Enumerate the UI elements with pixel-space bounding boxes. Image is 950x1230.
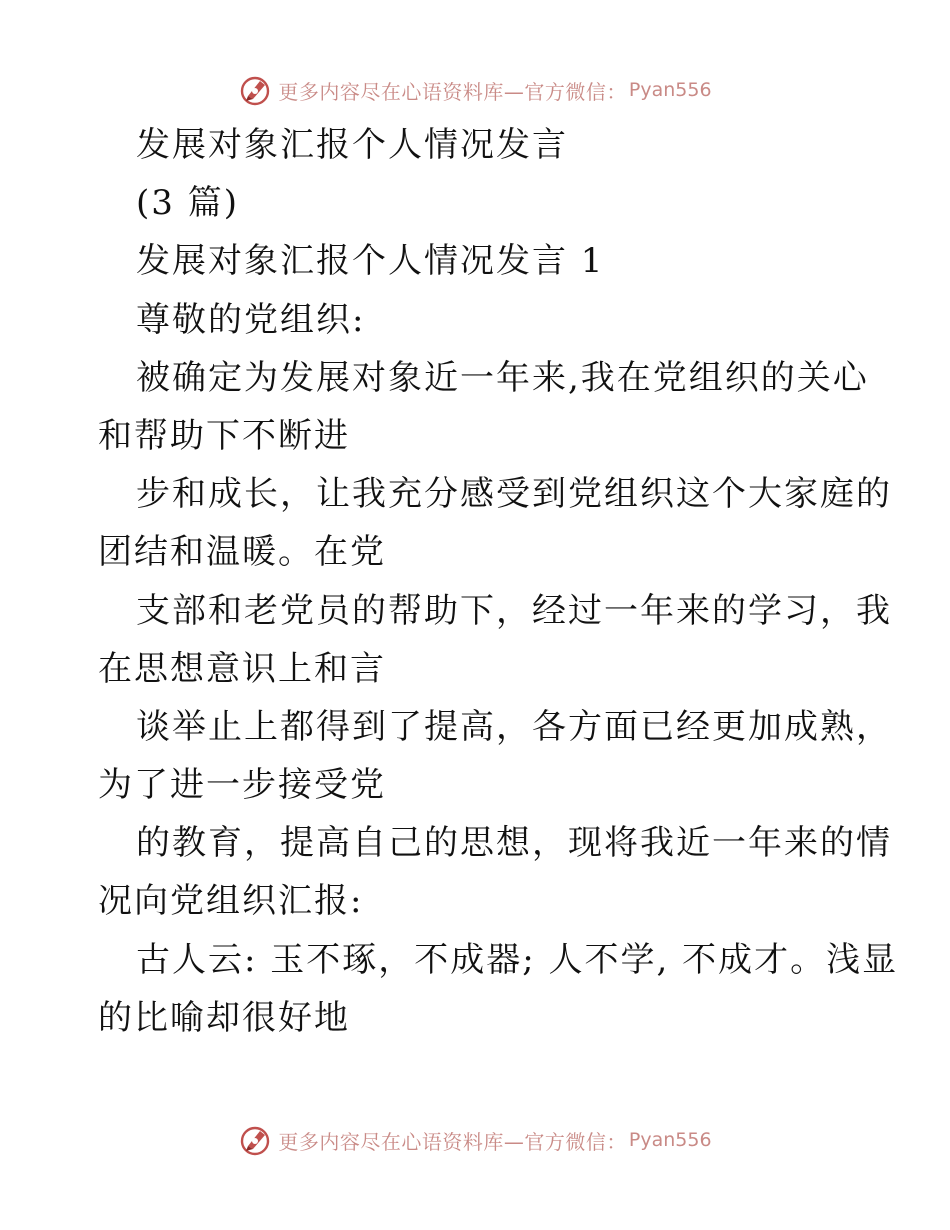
document-subtitle: (3 篇) — [136, 183, 239, 224]
paragraph-line: 的比喻却很好地 — [98, 997, 350, 1038]
pen-logo-icon — [238, 72, 274, 108]
paragraph-line: 况向党组织汇报: — [98, 881, 364, 922]
salutation: 尊敬的党组织: — [136, 299, 366, 340]
paragraph-line: 团结和温暖。在党 — [98, 532, 386, 573]
document-title: 发展对象汇报个人情况发言 — [136, 125, 568, 165]
watermark-account: Pyan556 — [628, 1129, 712, 1151]
paragraph-line: 谈举止上都得到了提高，各方面已经更加成熟， — [136, 706, 892, 747]
paragraph-line: 古人云: 玉不琢，不成器; 人不学, 不成才。浅显 — [136, 939, 899, 980]
section-heading: 发展对象汇报个人情况发言 1 — [136, 241, 605, 282]
document-body — [98, 116, 899, 1047]
paragraph-line: 和帮助下不断进 — [98, 415, 350, 456]
pen-logo-icon — [238, 1122, 274, 1158]
footer-watermark — [0, 1120, 950, 1160]
watermark-text: 更多内容尽在心语资料库—官方微信： — [278, 1129, 627, 1154]
paragraph-line: 步和成长，让我充分感受到党组织这个大家庭的 — [136, 474, 892, 515]
paragraph-line: 的教育，提高自己的思想，现将我近一年来的情 — [136, 823, 892, 864]
paragraph-line: 在思想意识上和言 — [98, 648, 386, 689]
header-watermark — [0, 70, 950, 110]
paragraph-line: 支部和老党员的帮助下，经过一年来的学习，我 — [136, 590, 892, 631]
watermark-text: 更多内容尽在心语资料库—官方微信： — [278, 79, 627, 104]
watermark-account: Pyan556 — [628, 79, 712, 101]
paragraph-line: 为了进一步接受党 — [98, 765, 386, 806]
paragraph-line: 被确定为发展对象近一年来,我在党组织的关心 — [136, 357, 869, 398]
